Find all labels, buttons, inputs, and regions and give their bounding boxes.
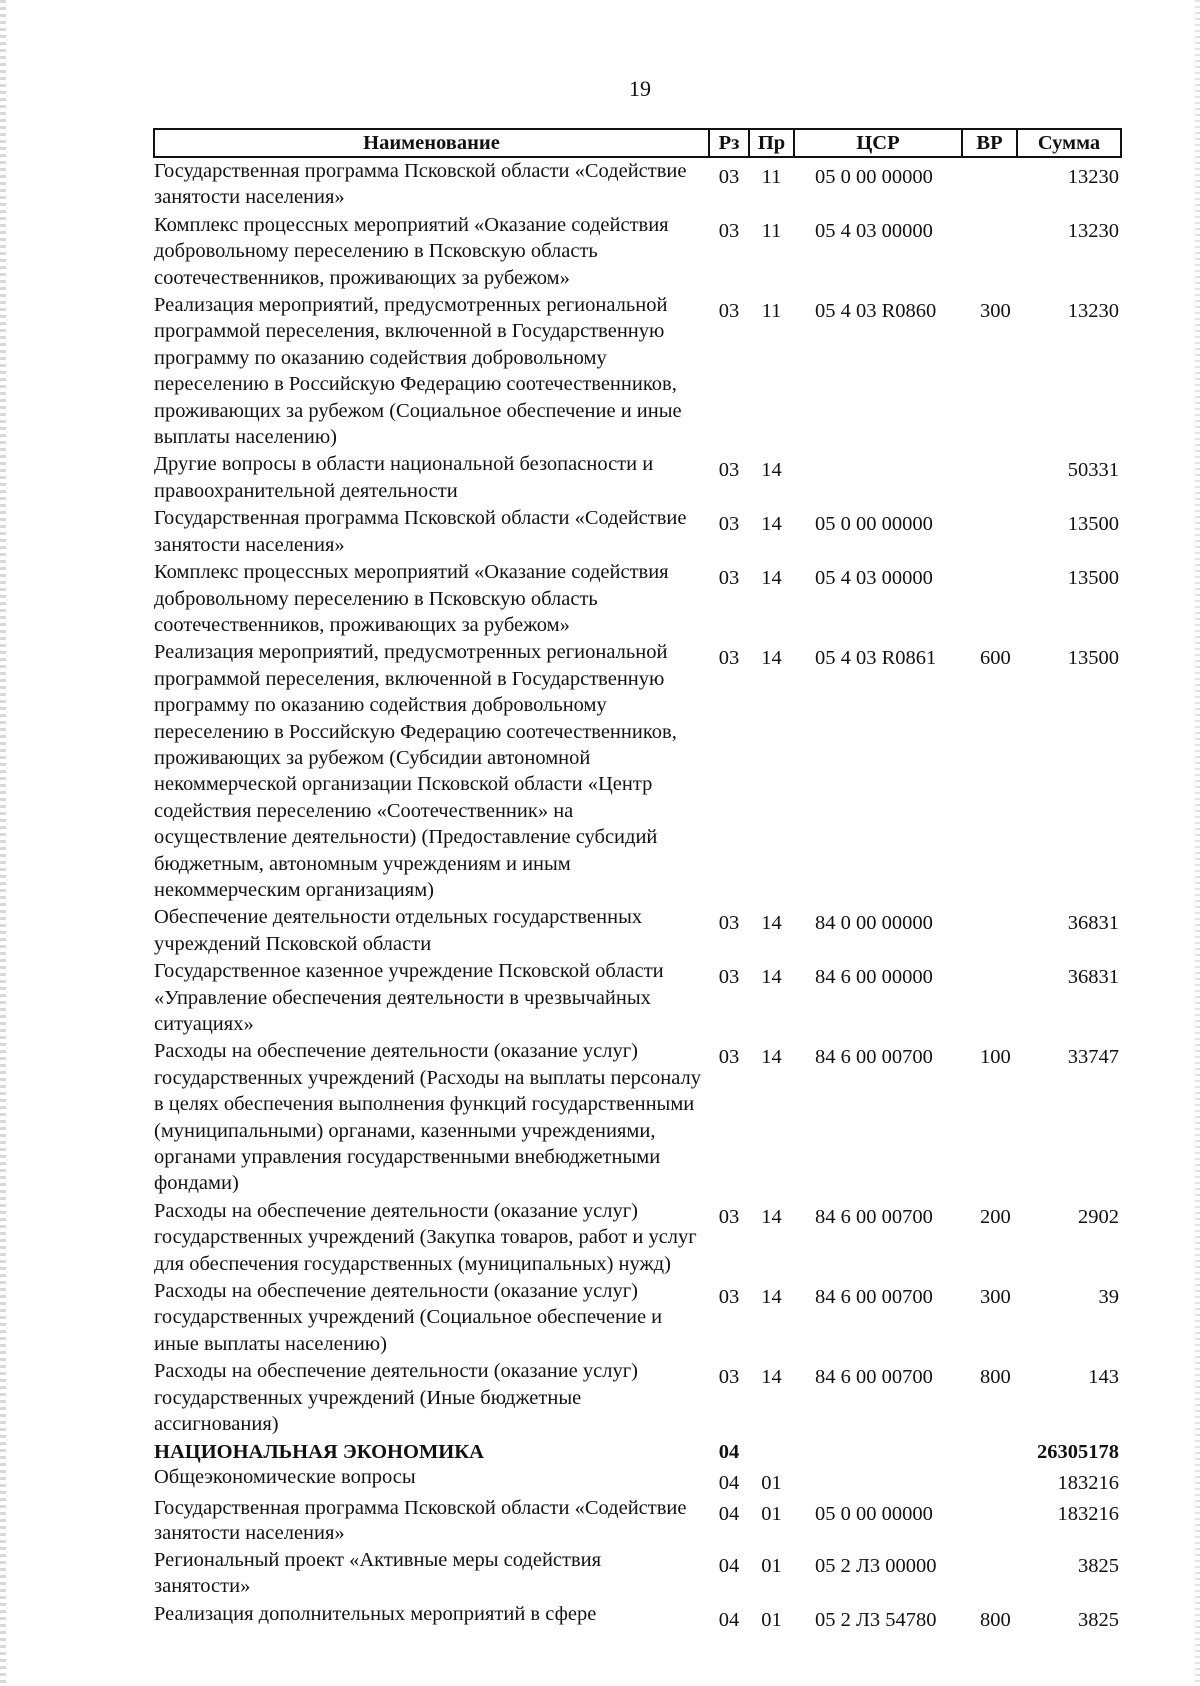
cell-name: Расходы на обеспечение деятельности (оказание услуг) государственных учреждений (Иные бюджетные ассигнования) xyxy=(154,1360,638,1436)
cell-vr xyxy=(962,1496,1017,1547)
cell-csr xyxy=(794,1465,962,1496)
table-body xyxy=(154,157,1121,1633)
cell-rz: 03 xyxy=(718,1286,740,1309)
cell-name: Региональный проект «Активные меры содействия занятости» xyxy=(154,1548,602,1598)
cell-rz: 04 xyxy=(718,1440,740,1463)
cell-vr xyxy=(962,559,1017,639)
cell-vr xyxy=(962,451,1017,505)
cell-sum: 13230 xyxy=(1067,166,1119,188)
cell-pr: 14 xyxy=(761,1205,782,1228)
table-row xyxy=(154,1358,1121,1438)
cell-name: Расходы на обеспечение деятельности (оказание услуг) государственных учреждений (Расходы на выплаты персоналу в целях обеспечения выполнения функций государственными (муниципальными) органами, казенными учреждениями, органами управления государственными внебюджетными фондами) xyxy=(154,1040,701,1195)
cell-vr xyxy=(962,1547,1017,1601)
scan-edge-left xyxy=(0,0,6,1686)
cell-rz: 03 xyxy=(718,1366,740,1389)
cell-rz: 03 xyxy=(718,1046,740,1069)
cell-name: Комплекс процессных мероприятий «Оказание содействия добровольному переселению в Псковскую область соотечественников, проживающих за рубежом» xyxy=(154,561,669,636)
header-sum: Сумма xyxy=(1017,129,1121,157)
table-header xyxy=(154,129,1121,157)
table-row xyxy=(154,639,1121,904)
table-row xyxy=(154,1496,1121,1547)
header-pr: Пр xyxy=(749,129,794,157)
cell-pr: 14 xyxy=(761,912,782,935)
cell-sum: 13230 xyxy=(1067,219,1119,242)
cell-csr: 05 0 00 00000 xyxy=(815,166,933,188)
cell-sum: 2902 xyxy=(1078,1205,1119,1228)
table-row xyxy=(154,1198,1121,1278)
table-row xyxy=(154,1038,1121,1197)
cell-vr: 600 xyxy=(980,647,1011,670)
cell-vr xyxy=(962,212,1017,292)
cell-csr: 84 6 00 00000 xyxy=(815,966,933,989)
cell-vr: 200 xyxy=(980,1205,1011,1228)
cell-sum: 50331 xyxy=(1067,459,1119,482)
cell-pr: 14 xyxy=(761,459,782,482)
cell-pr: 11 xyxy=(761,166,782,188)
header-csr: ЦСР xyxy=(794,129,962,157)
header-row xyxy=(154,129,1121,157)
cell-pr: 01 xyxy=(761,1554,782,1577)
cell-name: Государственное казенное учреждение Псковской области «Управление обеспечения деятельности в чрезвычайных ситуациях» xyxy=(154,960,664,1035)
cell-pr: 01 xyxy=(761,1502,782,1525)
cell-rz: 03 xyxy=(718,459,740,482)
cell-vr xyxy=(962,904,1017,958)
budget-table xyxy=(153,128,1122,1633)
cell-vr xyxy=(962,958,1017,1038)
cell-sum: 26305178 xyxy=(1037,1440,1119,1463)
cell-csr: 84 6 00 00700 xyxy=(815,1286,933,1309)
cell-rz: 03 xyxy=(718,1205,740,1228)
cell-csr: 05 4 03 R0860 xyxy=(815,300,937,323)
cell-name: Общеэкономические вопросы xyxy=(154,1465,416,1488)
cell-pr: 01 xyxy=(761,1471,782,1494)
cell-name: Обеспечение деятельности отдельных государственных учреждений Псковской области xyxy=(154,906,643,955)
cell-vr xyxy=(962,157,1017,212)
cell-csr: 84 6 00 00700 xyxy=(815,1366,933,1389)
cell-sum: 13230 xyxy=(1067,300,1119,323)
cell-pr: 11 xyxy=(761,219,782,242)
cell-rz: 04 xyxy=(718,1502,740,1525)
header-name: Наименование xyxy=(154,129,709,157)
cell-pr: 14 xyxy=(761,1046,782,1069)
table-row xyxy=(154,1601,1121,1633)
cell-vr: 800 xyxy=(980,1608,1011,1631)
cell-pr: 14 xyxy=(761,647,782,670)
cell-csr: 84 0 00 00000 xyxy=(815,912,933,935)
table-row xyxy=(154,505,1121,559)
cell-name: Государственная программа Псковской области «Содействие занятости населения» xyxy=(154,1496,687,1544)
cell-csr: 05 0 00 00000 xyxy=(815,1502,933,1525)
cell-vr: 800 xyxy=(980,1366,1011,1389)
table-row xyxy=(154,904,1121,958)
cell-sum: 3825 xyxy=(1078,1554,1119,1577)
cell-csr: 05 4 03 R0861 xyxy=(815,647,937,670)
cell-rz: 03 xyxy=(718,166,740,188)
cell-csr: 05 2 Л3 54780 xyxy=(815,1608,937,1631)
cell-rz: 03 xyxy=(718,647,740,670)
cell-rz: 04 xyxy=(718,1608,740,1631)
table-row xyxy=(154,157,1121,212)
cell-vr: 100 xyxy=(980,1046,1011,1069)
cell-pr: 14 xyxy=(761,966,782,989)
cell-sum: 36831 xyxy=(1067,912,1119,935)
table-row xyxy=(154,1278,1121,1358)
cell-name: Комплекс процессных мероприятий «Оказание содействия добровольному переселению в Псковскую область соотечественников, проживающих за рубежом» xyxy=(154,213,669,289)
cell-vr: 300 xyxy=(980,300,1011,323)
cell-name: Расходы на обеспечение деятельности (оказание услуг) государственных учреждений (Закупка товаров, работ и услуг для обеспечения государственных (муниципальных) нужд) xyxy=(154,1199,697,1275)
cell-vr: 300 xyxy=(980,1286,1011,1309)
cell-csr: 05 4 03 00000 xyxy=(815,219,933,242)
header-vr: ВР xyxy=(962,129,1017,157)
cell-name: НАЦИОНАЛЬНАЯ ЭКОНОМИКА xyxy=(154,1440,484,1463)
cell-rz: 03 xyxy=(718,966,740,989)
scan-edge-right xyxy=(1195,0,1200,1686)
table-row xyxy=(154,451,1121,505)
cell-sum: 3825 xyxy=(1078,1608,1119,1631)
cell-csr: 84 6 00 00700 xyxy=(815,1046,933,1069)
cell-sum: 13500 xyxy=(1067,567,1119,590)
cell-pr: 14 xyxy=(761,1366,782,1389)
table-row xyxy=(154,1547,1121,1601)
cell-rz: 03 xyxy=(718,567,740,590)
cell-rz: 04 xyxy=(718,1554,740,1577)
cell-sum: 13500 xyxy=(1067,647,1119,670)
cell-sum: 183216 xyxy=(1057,1502,1119,1525)
cell-name: Другие вопросы в области национальной безопасности и правоохранительной деятельности xyxy=(154,453,654,502)
cell-name: Реализация мероприятий, предусмотренных региональной программой переселения, включенной в Государственную программу по оказанию содействия добровольному переселению в Российскую Федерацию соотечественников, проживающих за рубежом (Субсидии автономной некоммерческой организации Псковской области «Центр содействия переселению «Соотечественник» на осуществление деятельности) (Предоставление субсидий бюджетным, автономным учреждениям и иным некоммерческим организациям) xyxy=(154,641,677,901)
cell-csr: 05 4 03 00000 xyxy=(815,567,933,590)
cell-name: Государственная программа Псковской области «Содействие занятости населения» xyxy=(154,160,687,209)
table-row xyxy=(154,958,1121,1038)
cell-pr: 14 xyxy=(761,513,782,536)
cell-name: Расходы на обеспечение деятельности (оказание услуг) государственных учреждений (Социальное обеспечение и иные выплаты населению) xyxy=(154,1280,663,1355)
cell-pr: 11 xyxy=(761,300,782,323)
table-row xyxy=(154,1465,1121,1496)
cell-csr: 05 0 00 00000 xyxy=(815,513,933,536)
cell-name: Государственная программа Псковской области «Содействие занятости населения» xyxy=(154,507,687,556)
cell-pr xyxy=(749,1439,794,1465)
cell-pr: 14 xyxy=(761,567,782,590)
cell-csr xyxy=(794,1439,962,1465)
cell-pr: 14 xyxy=(761,1286,782,1309)
cell-csr xyxy=(794,451,962,505)
cell-name: Реализация дополнительных мероприятий в сфере xyxy=(154,1602,597,1625)
cell-csr: 84 6 00 00700 xyxy=(815,1205,933,1228)
header-rz: Рз xyxy=(709,129,749,157)
cell-rz: 03 xyxy=(718,300,740,323)
cell-sum: 143 xyxy=(1088,1366,1119,1389)
cell-csr: 05 2 Л3 00000 xyxy=(815,1554,937,1577)
table-row xyxy=(154,212,1121,292)
page-number: 19 xyxy=(629,76,651,101)
cell-rz: 03 xyxy=(718,219,740,242)
cell-vr xyxy=(962,1465,1017,1496)
section-row xyxy=(154,1439,1121,1465)
cell-pr: 01 xyxy=(761,1608,782,1631)
cell-sum: 13500 xyxy=(1067,513,1119,536)
cell-rz: 03 xyxy=(718,912,740,935)
cell-rz: 03 xyxy=(718,513,740,536)
cell-name: Реализация мероприятий, предусмотренных региональной программой переселения, включенной в Государственную программу по оказанию содействия добровольному переселению в Российскую Федерацию соотечественников, проживающих за рубежом (Социальное обеспечение и иные выплаты населению) xyxy=(154,294,682,449)
cell-vr xyxy=(962,505,1017,559)
cell-sum: 39 xyxy=(1098,1286,1119,1309)
cell-sum: 33747 xyxy=(1067,1046,1119,1069)
cell-rz: 04 xyxy=(718,1471,740,1494)
table-row xyxy=(154,292,1121,451)
cell-vr xyxy=(962,1439,1017,1465)
table-row xyxy=(154,559,1121,639)
cell-sum: 183216 xyxy=(1057,1471,1119,1494)
cell-sum: 36831 xyxy=(1067,966,1119,989)
